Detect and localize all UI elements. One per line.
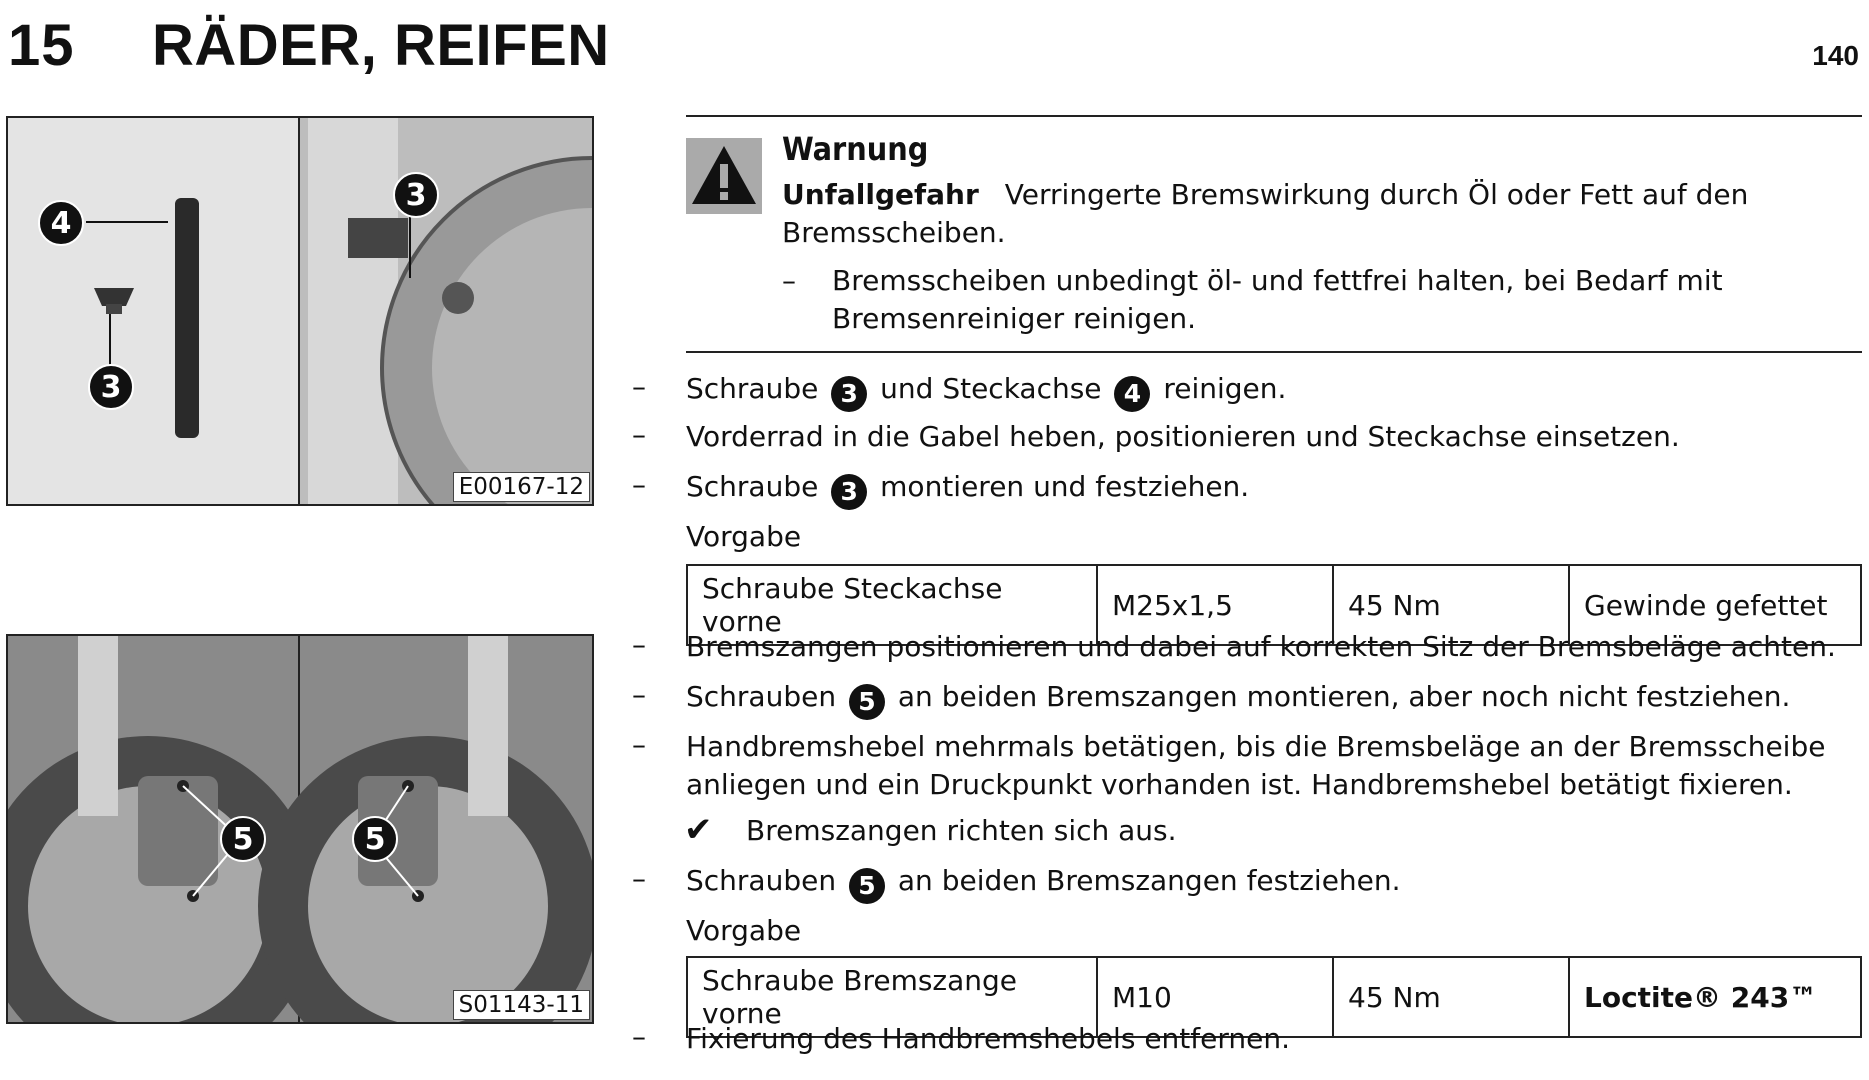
step-dash: – [632, 678, 646, 711]
step-dash: – [632, 1020, 646, 1053]
figure-axle-illustration [8, 118, 592, 504]
step-dash: – [632, 418, 646, 451]
step-position-calipers: Bremszangen positionieren und dabei auf korrekten Sitz der Bremsbeläge achten. [686, 630, 1836, 663]
warning-dash: – [782, 264, 796, 297]
checkmark-icon: ✔ [684, 810, 713, 850]
spec-cell: Schraube Bremszange vorne [687, 957, 1097, 1037]
step-text: Schraube [686, 470, 819, 503]
figure-axle-parts [6, 116, 594, 506]
spec-cell: M25x1,5 [1097, 565, 1333, 645]
step-text: Schrauben [686, 680, 837, 713]
figure-brake-calipers [6, 634, 594, 1024]
spec-cell: 45 Nm [1333, 565, 1569, 645]
figure-caliper-illustration [8, 636, 592, 1022]
figure-id: S01143-11 [453, 990, 590, 1020]
warning-bottom-rule [686, 351, 1862, 353]
part-number-badge: 5 [849, 868, 885, 904]
step-text: an beiden Bremszangen festziehen. [897, 864, 1401, 897]
warning-description: Verringerte Bremswirkung durch Öl oder Fett auf den Bremsscheiben. [782, 178, 1749, 249]
warning-triangle-icon [686, 138, 762, 214]
spec-cell: M10 [1097, 957, 1333, 1037]
spec-cell: Schraube Steckachse vorne [687, 565, 1097, 645]
step-text: montieren und festziehen. [880, 470, 1250, 503]
step-insert-wheel: Vorderrad in die Gabel heben, positionieren und Steckachse einsetzen. [686, 420, 1680, 453]
step-dash: – [632, 628, 646, 661]
step-remove-lever-fixation: Fixierung des Handbremshebels entfernen. [686, 1022, 1290, 1055]
step-text: an beiden Bremszangen montieren, aber noch nicht festziehen. [897, 680, 1791, 713]
step-result: Bremszangen richten sich aus. [746, 814, 1177, 847]
figure-id: E00167-12 [453, 472, 590, 502]
part-number-badge: 3 [831, 376, 867, 412]
warning-instruction: Bremsscheiben unbedingt öl- und fettfrei halten, bei Bedarf mit Bremsenreiniger reinigen. [832, 264, 1723, 335]
callout-3-photo: 3 [393, 172, 439, 218]
chapter-number: 15 [8, 13, 75, 78]
page-number: 140 [1812, 40, 1859, 71]
step-dash: – [632, 862, 646, 895]
warning-text [782, 176, 1856, 252]
warning-hazard: Unfallgefahr [782, 178, 979, 211]
step-text: Schraube [686, 372, 819, 405]
part-number-badge: 5 [849, 684, 885, 720]
step-apply-brake-lever: Handbremshebel mehrmals betätigen, bis die Bremsbeläge an der Bremsscheibe anliegen und ein Druckpunkt vorhanden ist. Handbremshebel betätigt fixieren. [686, 730, 1826, 801]
part-number-badge: 3 [831, 474, 867, 510]
warning-title: Warnung [782, 130, 929, 168]
step-mount-screw [686, 468, 1249, 510]
step-text: Schrauben [686, 864, 837, 897]
spec-cell: Gewinde gefettet [1569, 565, 1861, 645]
callout-5-right: 5 [352, 816, 398, 862]
spec-label: Vorgabe [686, 914, 802, 947]
spec-cell: Loctite® 243™ [1569, 957, 1861, 1037]
chapter-title: RÄDER, REIFEN [152, 13, 610, 78]
warning-top-rule [686, 115, 1862, 117]
spec-label: Vorgabe [686, 520, 802, 553]
callout-4: 4 [38, 200, 84, 246]
step-text: und Steckachse [880, 372, 1102, 405]
step-clean-screw-axle [686, 370, 1286, 412]
step-dash: – [632, 468, 646, 501]
step-text: reinigen. [1163, 372, 1287, 405]
step-dash: – [632, 370, 646, 403]
step-dash: – [632, 728, 646, 761]
step-tighten-caliper-screws [686, 862, 1401, 904]
part-number-badge: 4 [1114, 376, 1150, 412]
callout-3: 3 [88, 364, 134, 410]
spec-cell: 45 Nm [1333, 957, 1569, 1037]
callout-5-left: 5 [220, 816, 266, 862]
step-mount-caliper-screws [686, 678, 1790, 720]
